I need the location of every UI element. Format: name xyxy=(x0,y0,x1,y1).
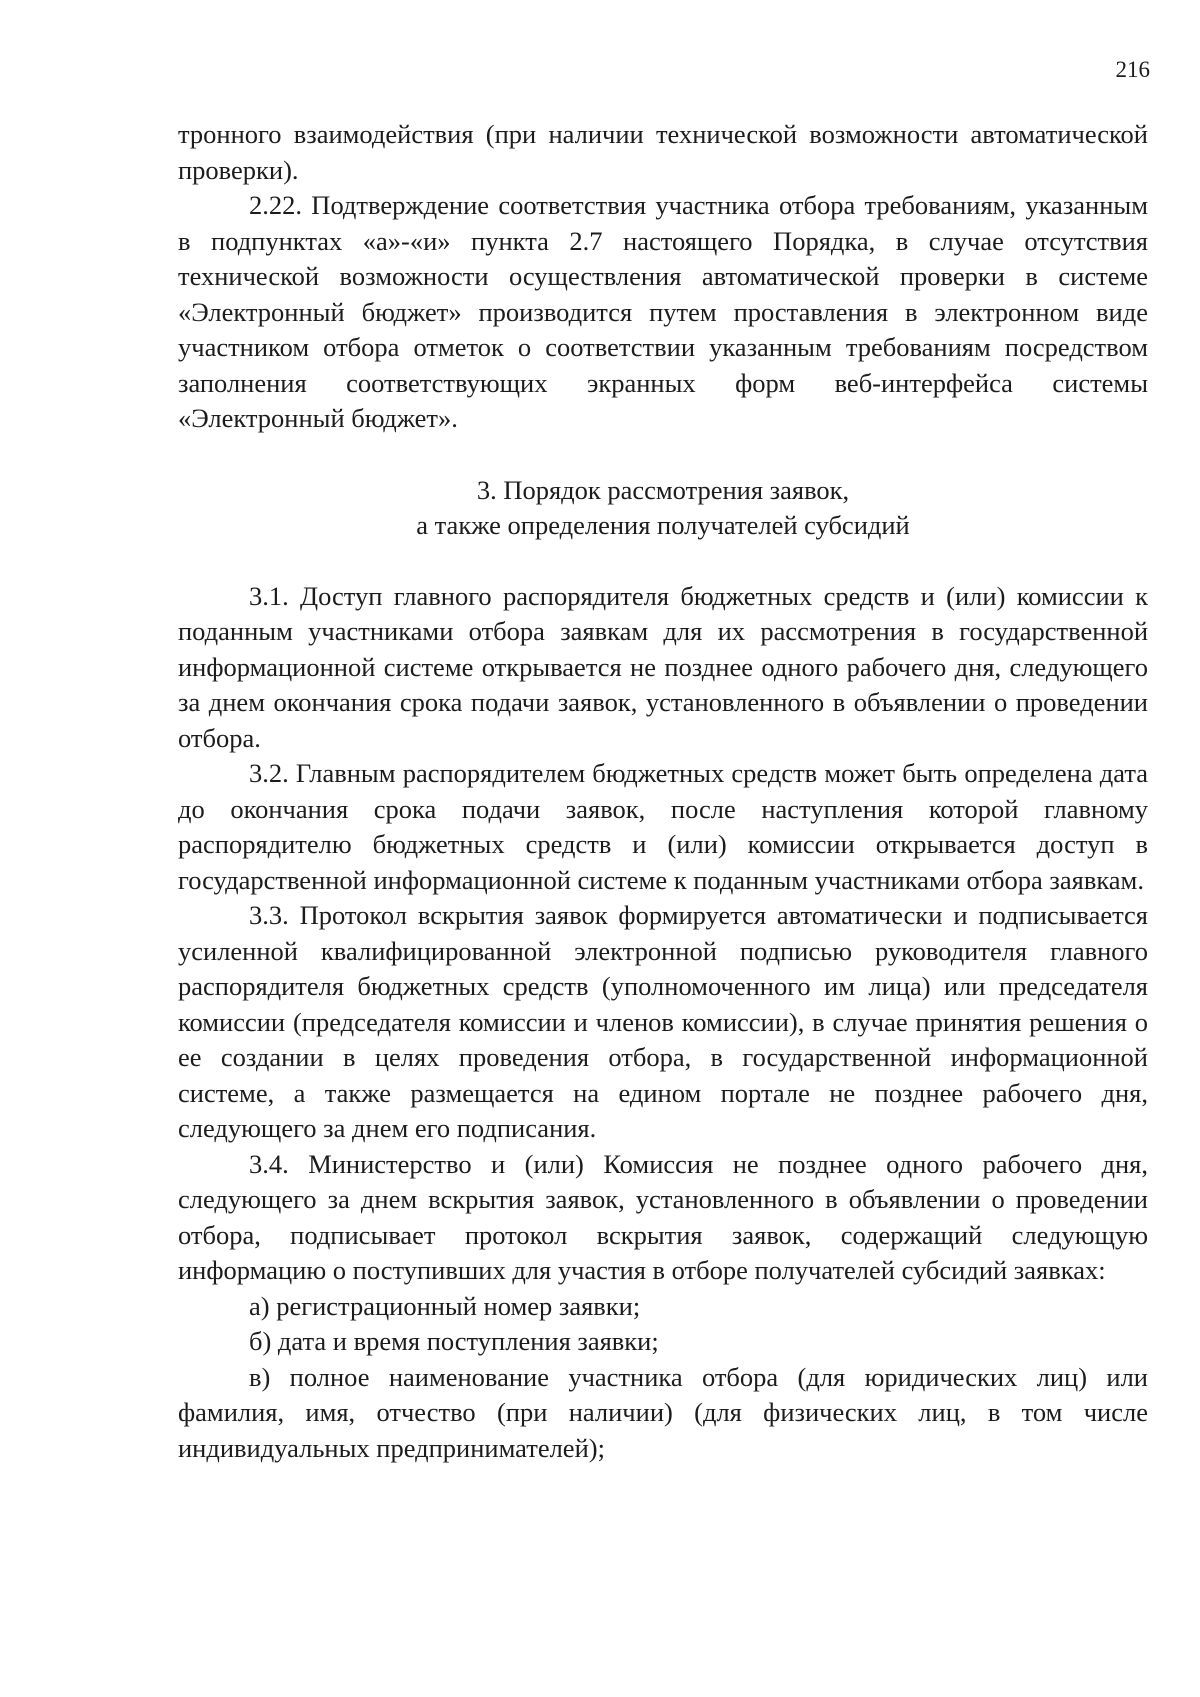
list-item-a: а) регистрационный номер заявки; xyxy=(249,1290,641,1321)
paragraph-3-2: 3.2. Главным распорядителем бюджетных средств может быть определена дата до окончания срока подачи заявок, после наступления которой главному распорядителю бюджетных средств и (или) комиссии открывается доступ в государственной информационной системе к поданным участниками отбора заявкам. xyxy=(178,758,1148,895)
page-number: 216 xyxy=(1115,57,1150,82)
paragraph-3-1: 3.1. Доступ главного распорядителя бюджетных средств и (или) комиссии к поданным участниками отбора заявкам для их рассмотрения в государственной информационной системе открывается не позднее одного рабочего дня, следующего за днем окончания срока подачи заявок, установленного в объявлении о проведении отбора. xyxy=(178,580,1148,753)
section-heading-line-2: а также определения получателей субсидий xyxy=(416,510,910,540)
list-item-v: в) полное наименование участника отбора (для юридических лиц) или фамилия, имя, отчество (при наличии) (для физических лиц, в том числе индивидуальных предпринимателей); xyxy=(178,1361,1148,1463)
section-heading-line-1: 3. Порядок рассмотрения заявок, xyxy=(476,474,850,505)
document-body xyxy=(178,117,1148,1466)
paragraph-continuation: тронного взаимодействия (при наличии технической возможности автоматической проверки). xyxy=(178,119,1148,185)
paragraph-2-22: 2.22. Подтверждение соответствия участника отбора требованиям, указанным в подпунктах «а»-«и» пункта 2.7 настоящего Порядка, в случае отсутствия технической возможности осуществления автоматической проверки в системе «Электронный бюджет» производится путем проставления в электронном виде участником отбора отметок о соответствии указанным требованиям посредством заполнения соответствующих экранных форм веб-интерфейса системы «Электронный бюджет». xyxy=(178,190,1148,433)
section-heading xyxy=(178,473,1148,544)
paragraph-3-4: 3.4. Министерство и (или) Комиссия не позднее одного рабочего дня, следующего за днем вскрытия заявок, установленного в объявлении о проведении отбора, подписывает протокол вскрытия заявок, содержащий следующую информацию о поступивших для участия в отборе получателей субсидий заявках: xyxy=(178,1148,1148,1285)
list-item-b: б) дата и время поступления заявки; xyxy=(249,1326,659,1356)
paragraph-3-3: 3.3. Протокол вскрытия заявок формируется автоматически и подписывается усиленной квалифицированной электронной подписью руководителя главного распорядителя бюджетных средств (уполномоченного им лица) или председателя комиссии (председателя комиссии и членов комиссии), в случае принятия решения о ее создании в целях проведения отбора, в государственной информационной системе, а также размещается на едином портале не позднее рабочего дня, следующего за днем его подписания. xyxy=(178,900,1148,1143)
